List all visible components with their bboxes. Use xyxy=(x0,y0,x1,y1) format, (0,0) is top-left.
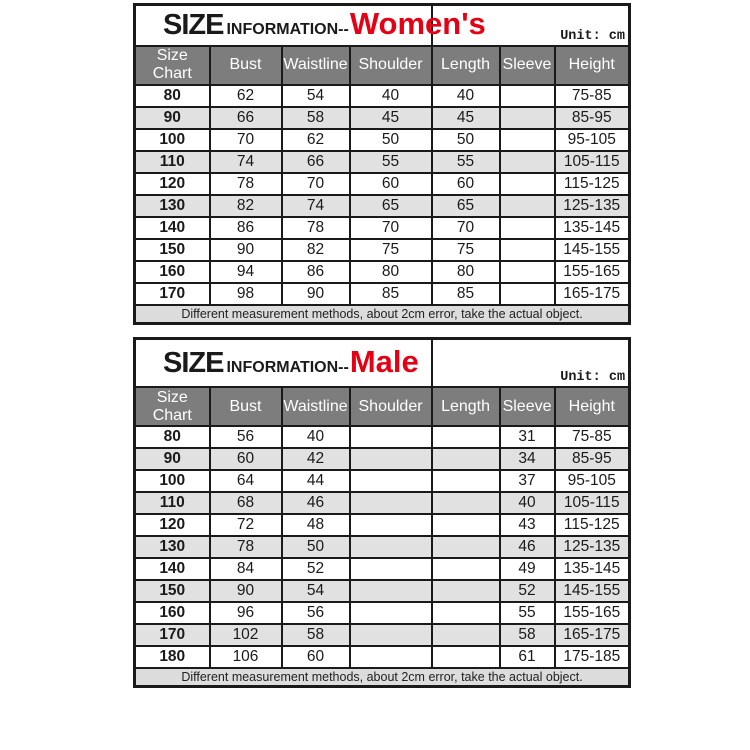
value-cell: 175-185 xyxy=(555,646,630,668)
size-cell: 90 xyxy=(135,448,210,470)
table-row xyxy=(135,85,630,107)
value-cell: 43 xyxy=(500,514,555,536)
column-header-row xyxy=(135,46,630,85)
column-header-row xyxy=(135,387,630,426)
value-cell xyxy=(500,239,555,261)
value-cell: 45 xyxy=(350,107,432,129)
size-cell: 80 xyxy=(135,85,210,107)
value-cell xyxy=(350,602,432,624)
value-cell: 52 xyxy=(500,580,555,602)
value-cell: 96 xyxy=(210,602,282,624)
table-row xyxy=(135,129,630,151)
column-header-waistline: Waistline xyxy=(282,387,350,426)
table-row xyxy=(135,646,630,668)
column-header-height: Height xyxy=(555,387,630,426)
value-cell xyxy=(432,492,500,514)
value-cell: 65 xyxy=(350,195,432,217)
size-cell: 100 xyxy=(135,470,210,492)
column-header-height: Height xyxy=(555,46,630,85)
value-cell: 60 xyxy=(350,173,432,195)
value-cell xyxy=(432,426,500,448)
table-row xyxy=(135,239,630,261)
value-cell xyxy=(350,536,432,558)
value-cell: 61 xyxy=(500,646,555,668)
table-row xyxy=(135,558,630,580)
table-row xyxy=(135,283,630,305)
table-row xyxy=(135,107,630,129)
value-cell xyxy=(350,514,432,536)
table-row xyxy=(135,151,630,173)
value-cell: 60 xyxy=(210,448,282,470)
value-cell: 95-105 xyxy=(555,470,630,492)
size-cell: 120 xyxy=(135,173,210,195)
value-cell: 105-115 xyxy=(555,492,630,514)
column-header-waistline: Waistline xyxy=(282,46,350,85)
value-cell: 90 xyxy=(210,580,282,602)
value-cell: 62 xyxy=(282,129,350,151)
value-cell: 82 xyxy=(282,239,350,261)
title-gender-male: Male xyxy=(349,343,419,379)
value-cell xyxy=(350,470,432,492)
value-cell: 74 xyxy=(210,151,282,173)
value-cell: 155-165 xyxy=(555,261,630,283)
title-row xyxy=(135,338,630,387)
value-cell: 80 xyxy=(432,261,500,283)
size-cell: 170 xyxy=(135,283,210,305)
size-table-male xyxy=(133,337,631,689)
size-table-womens xyxy=(133,3,631,325)
unit-label: Unit: cm xyxy=(432,5,630,46)
value-cell: 75 xyxy=(350,239,432,261)
table-row xyxy=(135,173,630,195)
value-cell: 85 xyxy=(350,283,432,305)
value-cell: 86 xyxy=(282,261,350,283)
value-cell xyxy=(500,85,555,107)
value-cell: 85-95 xyxy=(555,448,630,470)
value-cell: 70 xyxy=(282,173,350,195)
value-cell: 95-105 xyxy=(555,129,630,151)
value-cell: 98 xyxy=(210,283,282,305)
value-cell: 106 xyxy=(210,646,282,668)
value-cell xyxy=(350,492,432,514)
size-cell: 160 xyxy=(135,602,210,624)
value-cell: 155-165 xyxy=(555,602,630,624)
value-cell xyxy=(432,558,500,580)
footer-row xyxy=(135,668,630,687)
value-cell: 135-145 xyxy=(555,558,630,580)
value-cell: 55 xyxy=(350,151,432,173)
value-cell: 78 xyxy=(210,536,282,558)
column-header-sleeve: Sleeve xyxy=(500,387,555,426)
value-cell: 75-85 xyxy=(555,85,630,107)
value-cell xyxy=(500,151,555,173)
footer-note: Different measurement methods, about 2cm error, take the actual object. xyxy=(135,305,630,324)
value-cell: 115-125 xyxy=(555,173,630,195)
table-row xyxy=(135,602,630,624)
value-cell: 56 xyxy=(210,426,282,448)
value-cell xyxy=(432,624,500,646)
value-cell: 40 xyxy=(500,492,555,514)
value-cell: 105-115 xyxy=(555,151,630,173)
footer-row xyxy=(135,305,630,324)
table-row xyxy=(135,514,630,536)
title-row xyxy=(135,5,630,46)
value-cell: 102 xyxy=(210,624,282,646)
value-cell: 55 xyxy=(500,602,555,624)
value-cell: 115-125 xyxy=(555,514,630,536)
value-cell xyxy=(500,261,555,283)
value-cell: 68 xyxy=(210,492,282,514)
size-cell: 110 xyxy=(135,151,210,173)
value-cell: 165-175 xyxy=(555,283,630,305)
size-cell: 130 xyxy=(135,195,210,217)
value-cell: 74 xyxy=(282,195,350,217)
value-cell: 40 xyxy=(432,85,500,107)
value-cell xyxy=(432,536,500,558)
value-cell: 42 xyxy=(282,448,350,470)
table-row xyxy=(135,470,630,492)
title-size-word: SIZE xyxy=(163,346,224,379)
size-cell: 110 xyxy=(135,492,210,514)
value-cell: 54 xyxy=(282,580,350,602)
size-cell: 140 xyxy=(135,558,210,580)
value-cell: 31 xyxy=(500,426,555,448)
value-cell: 145-155 xyxy=(555,239,630,261)
value-cell: 66 xyxy=(282,151,350,173)
value-cell: 60 xyxy=(282,646,350,668)
value-cell xyxy=(500,283,555,305)
value-cell: 50 xyxy=(432,129,500,151)
value-cell: 45 xyxy=(432,107,500,129)
value-cell: 135-145 xyxy=(555,217,630,239)
size-cell: 150 xyxy=(135,580,210,602)
value-cell: 125-135 xyxy=(555,536,630,558)
value-cell: 85-95 xyxy=(555,107,630,129)
value-cell xyxy=(500,217,555,239)
value-cell: 85 xyxy=(432,283,500,305)
table-row xyxy=(135,624,630,646)
title-gender-womens: Women's xyxy=(349,6,486,42)
value-cell: 55 xyxy=(432,151,500,173)
table-row xyxy=(135,492,630,514)
value-cell: 70 xyxy=(350,217,432,239)
value-cell: 72 xyxy=(210,514,282,536)
value-cell: 90 xyxy=(282,283,350,305)
value-cell: 56 xyxy=(282,602,350,624)
value-cell xyxy=(350,646,432,668)
size-rows-male xyxy=(135,426,630,668)
value-cell: 50 xyxy=(282,536,350,558)
value-cell: 54 xyxy=(282,85,350,107)
value-cell: 58 xyxy=(282,107,350,129)
value-cell: 75 xyxy=(432,239,500,261)
column-header-shoulder: Shoulder xyxy=(350,387,432,426)
value-cell: 125-135 xyxy=(555,195,630,217)
value-cell: 62 xyxy=(210,85,282,107)
value-cell: 94 xyxy=(210,261,282,283)
column-header-bust: Bust xyxy=(210,46,282,85)
value-cell xyxy=(500,129,555,151)
value-cell: 145-155 xyxy=(555,580,630,602)
size-rows-womens xyxy=(135,85,630,305)
column-header-sleeve: Sleeve xyxy=(500,46,555,85)
size-cell: 80 xyxy=(135,426,210,448)
unit-label: Unit: cm xyxy=(432,338,630,387)
value-cell: 50 xyxy=(350,129,432,151)
size-cell: 180 xyxy=(135,646,210,668)
value-cell: 34 xyxy=(500,448,555,470)
value-cell xyxy=(432,602,500,624)
value-cell: 80 xyxy=(350,261,432,283)
value-cell xyxy=(432,514,500,536)
value-cell: 78 xyxy=(210,173,282,195)
value-cell: 65 xyxy=(432,195,500,217)
value-cell: 84 xyxy=(210,558,282,580)
value-cell xyxy=(350,426,432,448)
size-cell: 160 xyxy=(135,261,210,283)
value-cell xyxy=(350,624,432,646)
value-cell: 40 xyxy=(350,85,432,107)
column-header-length: Length xyxy=(432,387,500,426)
value-cell: 60 xyxy=(432,173,500,195)
value-cell: 58 xyxy=(282,624,350,646)
value-cell xyxy=(500,195,555,217)
value-cell: 66 xyxy=(210,107,282,129)
value-cell: 86 xyxy=(210,217,282,239)
value-cell: 78 xyxy=(282,217,350,239)
column-header-size-chart: Size Chart xyxy=(135,46,210,85)
column-header-size-chart: Size Chart xyxy=(135,387,210,426)
value-cell: 46 xyxy=(282,492,350,514)
size-cell: 150 xyxy=(135,239,210,261)
value-cell xyxy=(350,558,432,580)
value-cell xyxy=(350,448,432,470)
size-cell: 170 xyxy=(135,624,210,646)
table-title xyxy=(135,5,486,46)
value-cell: 52 xyxy=(282,558,350,580)
value-cell xyxy=(432,580,500,602)
table-row xyxy=(135,261,630,283)
value-cell: 58 xyxy=(500,624,555,646)
title-size-word: SIZE xyxy=(163,9,224,42)
size-cell: 130 xyxy=(135,536,210,558)
value-cell xyxy=(432,470,500,492)
value-cell: 70 xyxy=(432,217,500,239)
footer-note: Different measurement methods, about 2cm error, take the actual object. xyxy=(135,668,630,687)
title-information-word: INFORMATION-- xyxy=(226,358,349,376)
value-cell xyxy=(432,646,500,668)
value-cell: 165-175 xyxy=(555,624,630,646)
value-cell: 46 xyxy=(500,536,555,558)
value-cell: 49 xyxy=(500,558,555,580)
value-cell: 40 xyxy=(282,426,350,448)
value-cell xyxy=(432,448,500,470)
value-cell xyxy=(500,107,555,129)
table-title xyxy=(135,338,432,387)
column-header-shoulder: Shoulder xyxy=(350,46,432,85)
table-row xyxy=(135,580,630,602)
table-row xyxy=(135,448,630,470)
value-cell: 82 xyxy=(210,195,282,217)
value-cell xyxy=(350,580,432,602)
value-cell: 44 xyxy=(282,470,350,492)
size-cell: 100 xyxy=(135,129,210,151)
value-cell: 70 xyxy=(210,129,282,151)
size-cell: 140 xyxy=(135,217,210,239)
size-cell: 90 xyxy=(135,107,210,129)
value-cell: 37 xyxy=(500,470,555,492)
value-cell: 90 xyxy=(210,239,282,261)
column-header-bust: Bust xyxy=(210,387,282,426)
value-cell: 75-85 xyxy=(555,426,630,448)
table-row xyxy=(135,536,630,558)
column-header-length: Length xyxy=(432,46,500,85)
tables-gap xyxy=(133,325,750,337)
title-information-word: INFORMATION-- xyxy=(226,21,349,39)
size-cell: 120 xyxy=(135,514,210,536)
value-cell xyxy=(500,173,555,195)
table-row xyxy=(135,426,630,448)
value-cell: 64 xyxy=(210,470,282,492)
table-row xyxy=(135,195,630,217)
table-row xyxy=(135,217,630,239)
value-cell: 48 xyxy=(282,514,350,536)
